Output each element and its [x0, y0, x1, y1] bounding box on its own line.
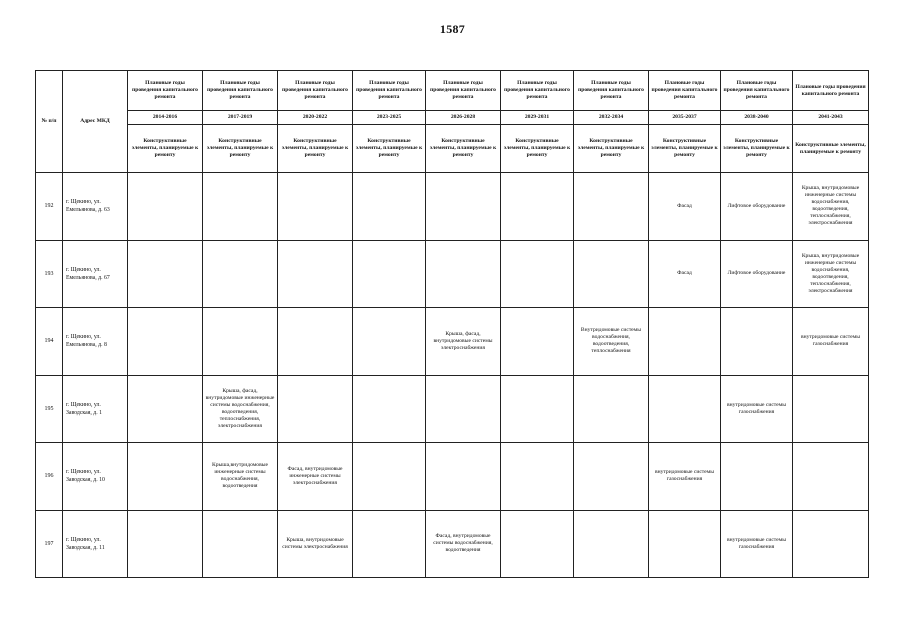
repair-elements-cell [353, 510, 426, 578]
repair-elements-cell [203, 308, 278, 376]
repair-elements-cell [501, 240, 574, 308]
header-year-range: 2014-2016 [128, 111, 203, 125]
header-period-label: Плановые годы проведения капитального ремонта [501, 71, 574, 111]
repair-elements-cell [426, 173, 501, 241]
header-elements-label: Конструктивные элементы, планируемые к ремонту [649, 125, 721, 173]
header-elements-label: Конструктивные элементы, планируемые к ремонту [501, 125, 574, 173]
repair-elements-cell [426, 375, 501, 443]
repair-elements-cell [793, 375, 869, 443]
row-number: 195 [36, 375, 63, 443]
repair-elements-cell [721, 308, 793, 376]
row-number: 192 [36, 173, 63, 241]
header-period-label: Плановые годы проведения капитального ремонта [426, 71, 501, 111]
repair-elements-cell [574, 173, 649, 241]
repair-elements-cell: Внутридомовые системы водоснабжения, водоотведения, теплоснабжения [574, 308, 649, 376]
repair-elements-cell [128, 510, 203, 578]
repair-elements-cell [128, 173, 203, 241]
repair-elements-cell [501, 308, 574, 376]
table-row [36, 173, 869, 241]
repair-elements-cell [353, 173, 426, 241]
table-body [36, 173, 869, 578]
repair-elements-cell [278, 240, 353, 308]
header-address: Адрес МКД [63, 71, 128, 173]
row-address: г. Щекино, ул. Заводская, д. 10 [63, 443, 128, 511]
header-num: № п/п [36, 71, 63, 173]
repair-elements-cell [501, 173, 574, 241]
repair-elements-cell [353, 375, 426, 443]
table-row [36, 443, 869, 511]
repair-elements-cell: внутридомовые системы газоснабжения [649, 443, 721, 511]
row-address: г. Щекино, ул. Емельянова, д. 8 [63, 308, 128, 376]
repair-elements-cell [793, 510, 869, 578]
repair-elements-cell [721, 443, 793, 511]
header-period-label: Плановые годы проведения капитального ремонта [649, 71, 721, 111]
repair-elements-cell: Крыша, фасад, внутридомовые системы электроснабжения [426, 308, 501, 376]
header-period-label: Плановые годы проведения капитального ремонта [203, 71, 278, 111]
repair-elements-cell [501, 443, 574, 511]
table-row [36, 308, 869, 376]
row-number: 197 [36, 510, 63, 578]
repair-elements-cell [128, 375, 203, 443]
header-year-range: 2032-2034 [574, 111, 649, 125]
table-header [36, 71, 869, 173]
header-year-range: 2035-2037 [649, 111, 721, 125]
repair-elements-cell [426, 240, 501, 308]
row-address: г. Щекино, ул. Заводская, д. 11 [63, 510, 128, 578]
row-address: г. Щекино, ул. Емельянова, д. 63 [63, 173, 128, 241]
header-period-label: Плановые годы проведения капитального ремонта [353, 71, 426, 111]
repair-elements-cell [793, 443, 869, 511]
header-year-range: 2023-2025 [353, 111, 426, 125]
table-row [36, 510, 869, 578]
repair-elements-cell [501, 510, 574, 578]
repair-elements-cell: внутридомовые системы газоснабжения [793, 308, 869, 376]
repair-elements-cell: Фасад, внутридомовые инженерные системы электроснабжения [278, 443, 353, 511]
repair-elements-cell: внутридомовые системы газоснабжения [721, 375, 793, 443]
repair-elements-cell: Фасад [649, 173, 721, 241]
repair-elements-cell [649, 375, 721, 443]
header-row-elements [36, 125, 869, 173]
header-period-label: Плановые годы проведения капитального ремонта [278, 71, 353, 111]
repair-elements-cell: Крыша, внутридомовые системы электроснабжения [278, 510, 353, 578]
repair-elements-cell [353, 308, 426, 376]
header-elements-label: Конструктивные элементы, планируемые к ремонту [721, 125, 793, 173]
repair-elements-cell [574, 443, 649, 511]
repair-elements-cell: Крыша, внутридомовые инженерные системы водоснабжения, водоотведения, теплоснабжения, электроснабжения [793, 173, 869, 241]
repair-elements-cell [203, 510, 278, 578]
repair-elements-cell [501, 375, 574, 443]
repair-elements-cell [574, 375, 649, 443]
repair-elements-cell: Крыша,внутридомовые инженерные системы водоснабжения, водоотведения [203, 443, 278, 511]
header-year-range: 2038-2040 [721, 111, 793, 125]
repair-elements-cell [128, 240, 203, 308]
repair-elements-cell [203, 173, 278, 241]
header-year-range: 2026-2028 [426, 111, 501, 125]
header-elements-label: Конструктивные элементы, планируемые к ремонту [128, 125, 203, 173]
row-address: г. Щекино, ул. Заводская, д. 1 [63, 375, 128, 443]
table-row [36, 375, 869, 443]
repair-elements-cell [649, 308, 721, 376]
header-period-label: Плановые годы проведения капитального ремонта [793, 71, 869, 111]
header-year-range: 2029-2031 [501, 111, 574, 125]
repair-elements-cell [574, 510, 649, 578]
repair-elements-cell: Лифтовое оборудование [721, 173, 793, 241]
repair-elements-cell [353, 443, 426, 511]
repair-elements-cell [353, 240, 426, 308]
repair-elements-cell [278, 308, 353, 376]
repair-elements-cell [128, 308, 203, 376]
header-year-range: 2020-2022 [278, 111, 353, 125]
header-row-years [36, 111, 869, 125]
header-year-range: 2017-2019 [203, 111, 278, 125]
repair-elements-cell [203, 240, 278, 308]
capital-repair-plan-table [35, 70, 869, 578]
header-period-label: Плановые годы проведения капитального ремонта [574, 71, 649, 111]
header-elements-label: Конструктивные элементы, планируемые к ремонту [203, 125, 278, 173]
row-number: 193 [36, 240, 63, 308]
row-number: 194 [36, 308, 63, 376]
row-number: 196 [36, 443, 63, 511]
repair-elements-cell: Фасад [649, 240, 721, 308]
repair-elements-cell: Крыша, внутридомовые инженерные системы водоснабжения, водоотведения, теплоснабжения, электроснабжения [793, 240, 869, 308]
header-elements-label: Конструктивные элементы, планируемые к ремонту [353, 125, 426, 173]
repair-elements-cell [278, 375, 353, 443]
table-row [36, 240, 869, 308]
row-address: г. Щекино, ул. Емельянова, д. 67 [63, 240, 128, 308]
header-year-range: 2041-2043 [793, 111, 869, 125]
repair-elements-cell: внутридомовые системы газоснабжения [721, 510, 793, 578]
repair-elements-cell: Крыша, фасад, внутридомовые инженерные системы водоснабжения, водоотведения, теплоснабжения, электроснабжения [203, 375, 278, 443]
repair-elements-cell: Фасад, внутридомовые системы водоснабжения, водоотведения [426, 510, 501, 578]
repair-elements-cell [278, 173, 353, 241]
repair-elements-cell [128, 443, 203, 511]
repair-elements-cell: Лифтовое оборудование [721, 240, 793, 308]
repair-elements-cell [649, 510, 721, 578]
page-number: 1587 [439, 22, 466, 36]
header-elements-label: Конструктивные элементы, планируемые к ремонту [574, 125, 649, 173]
header-elements-label: Конструктивные элементы, планируемые к ремонту [793, 125, 869, 173]
repair-elements-cell [574, 240, 649, 308]
header-period-label: Плановые годы проведения капитального ремонта [721, 71, 793, 111]
header-period-label: Плановые годы проведения капитального ремонта [128, 71, 203, 111]
repair-elements-cell [426, 443, 501, 511]
header-elements-label: Конструктивные элементы, планируемые к ремонту [278, 125, 353, 173]
header-row-period [36, 71, 869, 111]
header-elements-label: Конструктивные элементы, планируемые к ремонту [426, 125, 501, 173]
